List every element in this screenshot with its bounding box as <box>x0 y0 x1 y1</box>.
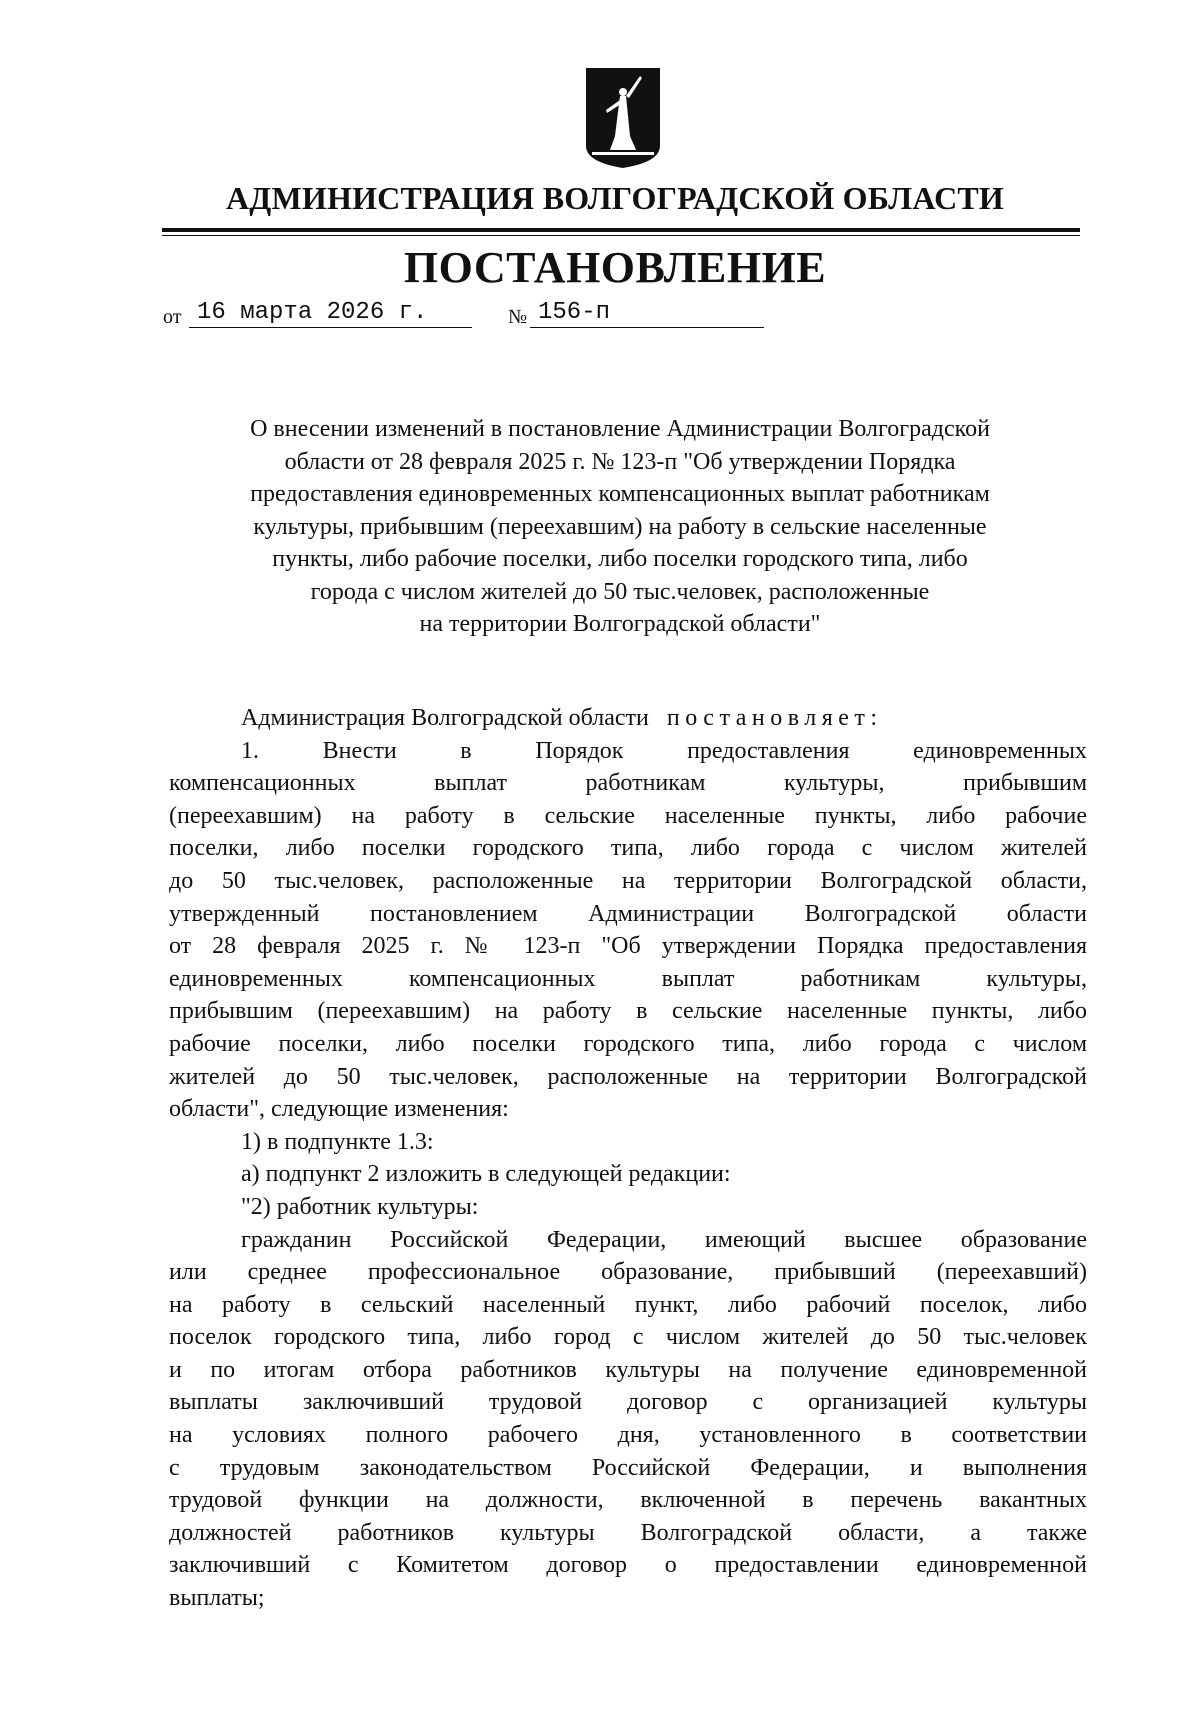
number-value: 156-п <box>530 298 764 328</box>
subject-line: предоставления единовременных компенсационных выплат работникам <box>250 481 990 507</box>
body-line: от 28 февраля 2025 г. № 123-п "Об утверждении Порядка предоставления <box>169 933 1087 960</box>
body-line: "2) работник культуры: <box>241 1193 479 1220</box>
subject-line: культуры, прибывшим (переехавшим) на работу в сельские населенные <box>253 513 987 540</box>
header-rule-thin <box>162 235 1080 236</box>
body-line: прибывшим (переехавшим) на работу в сельские населенные пункты, либо <box>169 998 1087 1025</box>
body-line: с трудовым законодательством Российской Федерации, и выполнения <box>169 1454 1087 1481</box>
body-line: или среднее профессиональное образование, прибывший (переехавший) <box>169 1259 1087 1286</box>
body-line: единовременных компенсационных выплат работникам культуры, <box>169 965 1087 992</box>
date-value: 16 марта 2026 г. <box>189 298 472 328</box>
body-line: заключивший с Комитетом договор о предоставлении единовременной <box>169 1552 1087 1579</box>
document-meta <box>163 298 763 332</box>
body-line: рабочие поселки, либо поселки городского типа, либо города с числом <box>169 1030 1087 1057</box>
subject-line: города с числом жителей до 50 тыс.человек, расположенные <box>310 578 930 605</box>
body-line: выплаты; <box>169 1585 265 1612</box>
body-line: и по итогам отбора работников культуры на получение единовременной <box>169 1356 1087 1383</box>
preamble-subject: Администрация Волгоградской области <box>241 705 649 731</box>
body-line: области", следующие изменения: <box>169 1096 509 1123</box>
subject-line: О внесении изменений в постановление Администрации Волгоградской <box>250 416 990 442</box>
body-line: выплаты заключивший трудовой договор с организацией культуры <box>169 1389 1087 1416</box>
date-label: от <box>163 306 182 328</box>
body-line: на условиях полного рабочего дня, установленного в соответствии <box>169 1422 1087 1449</box>
subject-line: пункты, либо рабочие поселки, либо поселки городского типа, либо <box>272 546 968 572</box>
header-rule-thick <box>162 228 1080 232</box>
coat-of-arms-icon <box>584 66 662 170</box>
organization-name: АДМИНИСТРАЦИЯ ВОЛГОГРАДСКОЙ ОБЛАСТИ <box>225 180 1005 216</box>
number-label: № <box>508 306 528 328</box>
preamble-verb: постановляет: <box>666 705 883 731</box>
body-line: 1) в подпункте 1.3: <box>241 1128 434 1155</box>
subject-line: на территории Волгоградской области" <box>419 611 821 637</box>
body-line: на работу в сельский населенный пункт, либо рабочий поселок, либо <box>169 1291 1087 1318</box>
body-line: 1. Внести в Порядок предоставления единовременных <box>241 737 1087 764</box>
body-line: утвержденный постановлением Администрации Волгоградской области <box>169 900 1087 927</box>
subject-line: области от 28 февраля 2025 г. № 123-п "Об утверждении Порядка <box>284 448 956 475</box>
body-line: а) подпункт 2 изложить в следующей редакции: <box>241 1161 731 1188</box>
body-line: гражданин Российской Федерации, имеющий высшее образование <box>241 1226 1087 1253</box>
document-type: ПОСТАНОВЛЕНИЕ <box>403 243 827 292</box>
body-line: должностей работников культуры Волгоградской области, а также <box>169 1519 1087 1546</box>
body-line: до 50 тыс.человек, расположенные на территории Волгоградской области, <box>169 867 1087 894</box>
body-line: поселки, либо поселки городского типа, либо города с числом жителей <box>169 835 1087 862</box>
body-line: поселок городского типа, либо город с числом жителей до 50 тыс.человек <box>169 1324 1087 1351</box>
body-line: (переехавшим) на работу в сельские населенные пункты, либо рабочие <box>169 802 1087 829</box>
document-subject <box>170 413 1070 641</box>
body-line: трудовой функции на должности, включенной в перечень вакантных <box>169 1487 1087 1514</box>
preamble <box>169 702 1087 735</box>
document-body <box>169 702 1087 1615</box>
body-line: жителей до 50 тыс.человек, расположенные на территории Волгоградской <box>169 1063 1087 1090</box>
body-line: компенсационных выплат работникам культуры, прибывшим <box>169 770 1087 797</box>
